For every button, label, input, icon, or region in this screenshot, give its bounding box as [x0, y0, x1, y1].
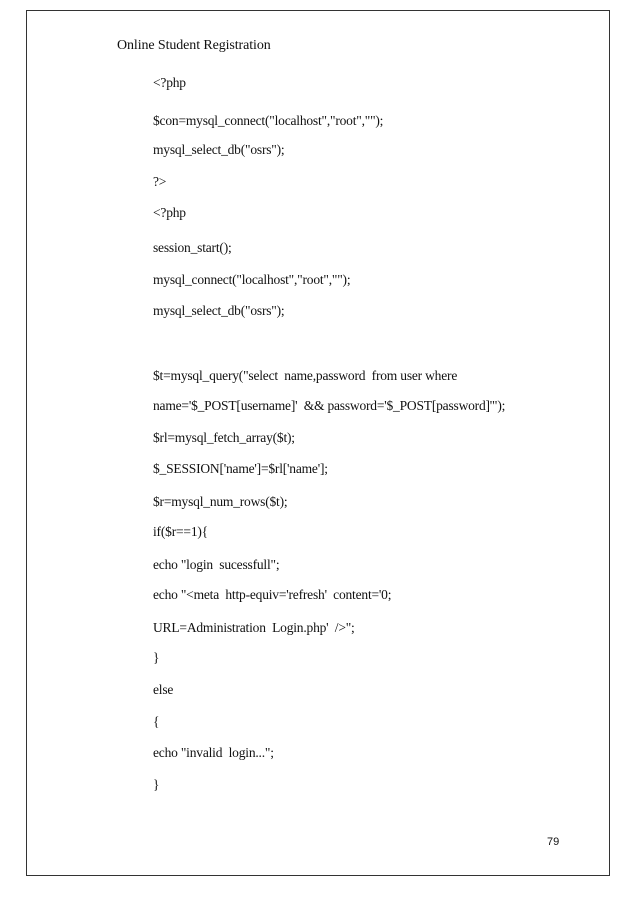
- code-line: else: [153, 682, 174, 697]
- code-line: URL=Administration Login.php' />";: [153, 620, 355, 635]
- page-header-title: Online Student Registration: [117, 38, 271, 53]
- code-line: echo "<meta http-equiv='refresh' content='0;: [153, 587, 392, 602]
- code-line: mysql_connect("localhost","root","");: [153, 272, 351, 287]
- code-line: <?php: [153, 205, 186, 220]
- code-line: echo "invalid login...";: [153, 745, 274, 760]
- code-line: $rl=mysql_fetch_array($t);: [153, 430, 295, 445]
- page-number: 79: [547, 836, 560, 848]
- code-line: mysql_select_db("osrs");: [153, 142, 285, 157]
- code-line: name='$_POST[username]' && password='$_POST[password]'");: [153, 398, 506, 413]
- code-line: }: [153, 777, 160, 792]
- code-line: {: [153, 714, 160, 729]
- page-border: [26, 10, 610, 876]
- code-line: $_SESSION['name']=$rl['name'];: [153, 461, 328, 476]
- code-line: mysql_select_db("osrs");: [153, 303, 285, 318]
- code-line: $t=mysql_query("select name,password from user where: [153, 368, 458, 383]
- code-line: session_start();: [153, 240, 232, 255]
- code-line: $r=mysql_num_rows($t);: [153, 494, 288, 509]
- code-line: }: [153, 650, 160, 665]
- code-line: ?>: [153, 174, 167, 189]
- code-line: <?php: [153, 75, 186, 90]
- code-line: if($r==1){: [153, 524, 208, 539]
- code-line: echo "login sucessfull";: [153, 557, 280, 572]
- code-line: $con=mysql_connect("localhost","root","");: [153, 113, 384, 128]
